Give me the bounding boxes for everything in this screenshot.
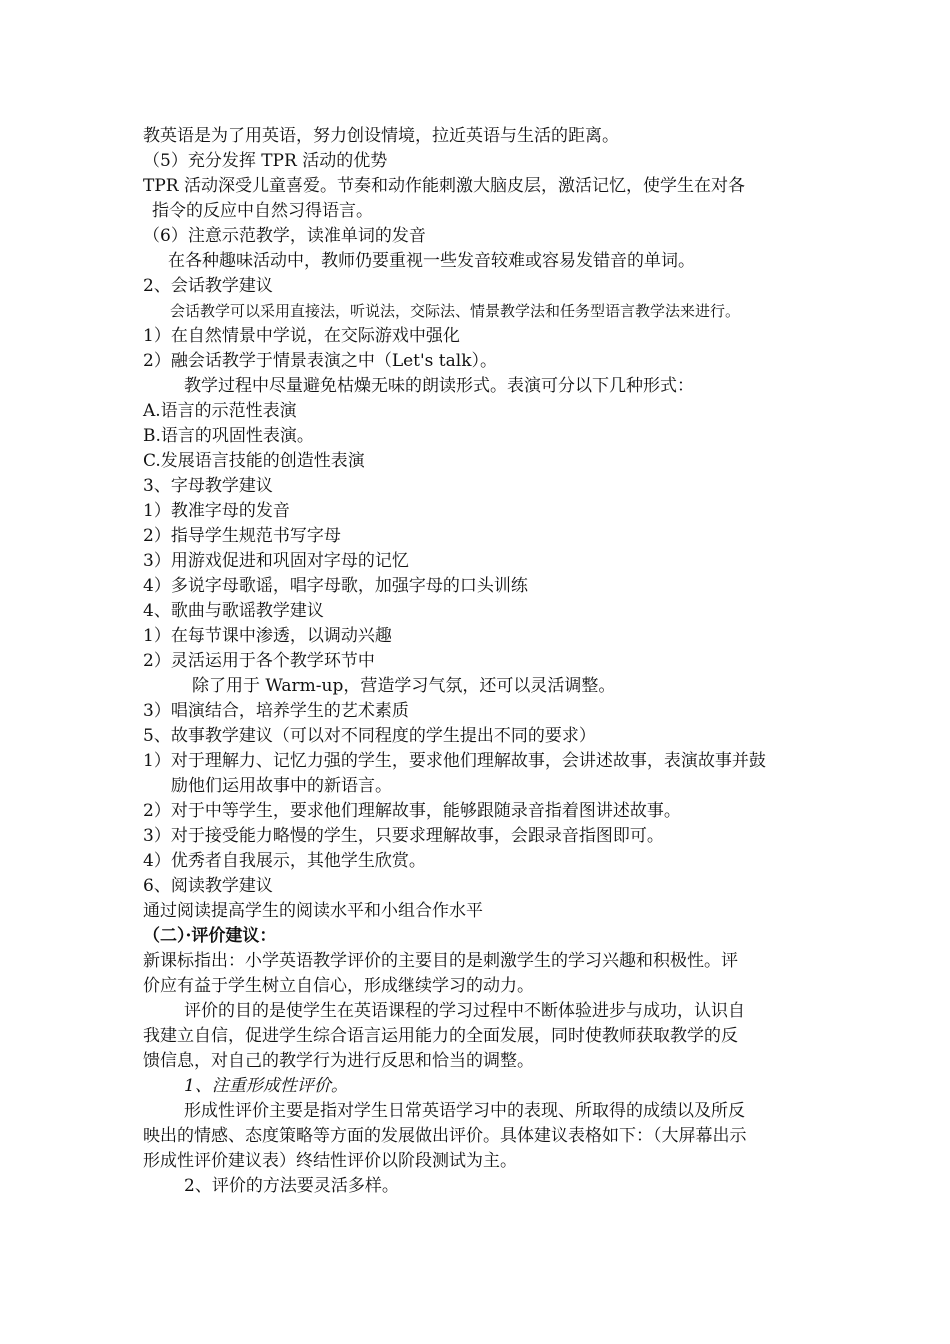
- text-line: B.语言的巩固性表演。: [143, 426, 314, 446]
- text-line: 形成性评价建议表）终结性评价以阶段测试为主。: [143, 1151, 517, 1171]
- text-line: 会话教学可以采用直接法，听说法，交际法、情景教学法和任务型语言教学法来进行。: [170, 302, 741, 320]
- text-line: 形成性评价主要是指对学生日常英语学习中的表现、所取得的成绩以及所反: [184, 1101, 745, 1121]
- italic-subheading: 1、注重形成性评价。: [184, 1076, 348, 1096]
- text-line: 2）融会话教学于情景表演之中（Let's talk）。: [143, 351, 498, 371]
- text-line: 除了用于 Warm-up，营造学习气氛，还可以灵活调整。: [192, 676, 616, 696]
- text-line: C.发展语言技能的创造性表演: [143, 451, 365, 471]
- text-line: 价应有益于学生树立自信心，形成继续学习的动力。: [143, 976, 534, 996]
- text-line: 2、评价的方法要灵活多样。: [184, 1176, 399, 1196]
- section-heading: 3、字母教学建议: [143, 476, 273, 496]
- text-line: （5）充分发挥 TPR 活动的优势: [143, 151, 388, 171]
- text-line: 教英语是为了用英语，努力创设情境，拉近英语与生活的距离。: [143, 126, 619, 146]
- text-line: 评价的目的是使学生在英语课程的学习过程中不断体验进步与成功，认识自: [184, 1001, 745, 1021]
- text-line: 1）教准字母的发音: [143, 501, 290, 521]
- text-line: 在各种趣味活动中，教师仍要重视一些发音较难或容易发错音的单词。: [168, 251, 695, 271]
- text-line: 励他们运用故事中的新语言。: [171, 776, 392, 796]
- section-heading-bold: （二）·评价建议：: [143, 926, 277, 946]
- text-line: 我建立自信，促进学生综合语言运用能力的全面发展，同时使教师获取教学的反: [143, 1026, 738, 1046]
- text-line: 映出的情感、态度策略等方面的发展做出评价。具体建议表格如下：（大屏幕出示: [143, 1126, 747, 1146]
- text-line: 3）对于接受能力略慢的学生，只要求理解故事，会跟录音指图即可。: [143, 826, 664, 846]
- text-line: 3）用游戏促进和巩固对字母的记忆: [143, 551, 409, 571]
- text-line: 1）对于理解力、记忆力强的学生，要求他们理解故事，会讲述故事，表演故事并鼓: [143, 751, 766, 771]
- text-line: 2）对于中等学生，要求他们理解故事，能够跟随录音指着图讲述故事。: [143, 801, 681, 821]
- text-line: （6）注意示范教学，读准单词的发音: [143, 226, 426, 246]
- text-line: 4）优秀者自我展示，其他学生欣赏。: [143, 851, 426, 871]
- text-line: 4）多说字母歌谣，唱字母歌，加强字母的口头训练: [143, 576, 528, 596]
- text-line: 教学过程中尽量避免枯燥无味的朗读形式。表演可分以下几种形式：: [184, 376, 694, 396]
- text-line: 2）灵活运用于各个教学环节中: [143, 651, 375, 671]
- text-line: 指令的反应中自然习得语言。: [152, 201, 373, 221]
- text-line: 2）指导学生规范书写字母: [143, 526, 341, 546]
- text-line: A.语言的示范性表演: [143, 401, 297, 421]
- text-line: 新课标指出：小学英语教学评价的主要目的是刺激学生的学习兴趣和积极性。评: [143, 951, 738, 971]
- text-line: 1）在每节课中渗透，以调动兴趣: [143, 626, 392, 646]
- text-line: TPR 活动深受儿童喜爱。节奏和动作能刺激大脑皮层，激活记忆，使学生在对各: [143, 176, 745, 196]
- text-line: 3）唱演结合，培养学生的艺术素质: [143, 701, 409, 721]
- text-line: 馈信息，对自己的教学行为进行反思和恰当的调整。: [143, 1051, 534, 1071]
- text-line: 1）在自然情景中学说，在交际游戏中强化: [143, 326, 460, 346]
- section-heading: 2、会话教学建议: [143, 276, 273, 296]
- section-heading: 5、故事教学建议（可以对不同程度的学生提出不同的要求）: [143, 726, 596, 746]
- text-line: 通过阅读提高学生的阅读水平和小组合作水平: [143, 901, 483, 921]
- section-heading: 4、歌曲与歌谣教学建议: [143, 601, 324, 621]
- section-heading: 6、阅读教学建议: [143, 876, 273, 896]
